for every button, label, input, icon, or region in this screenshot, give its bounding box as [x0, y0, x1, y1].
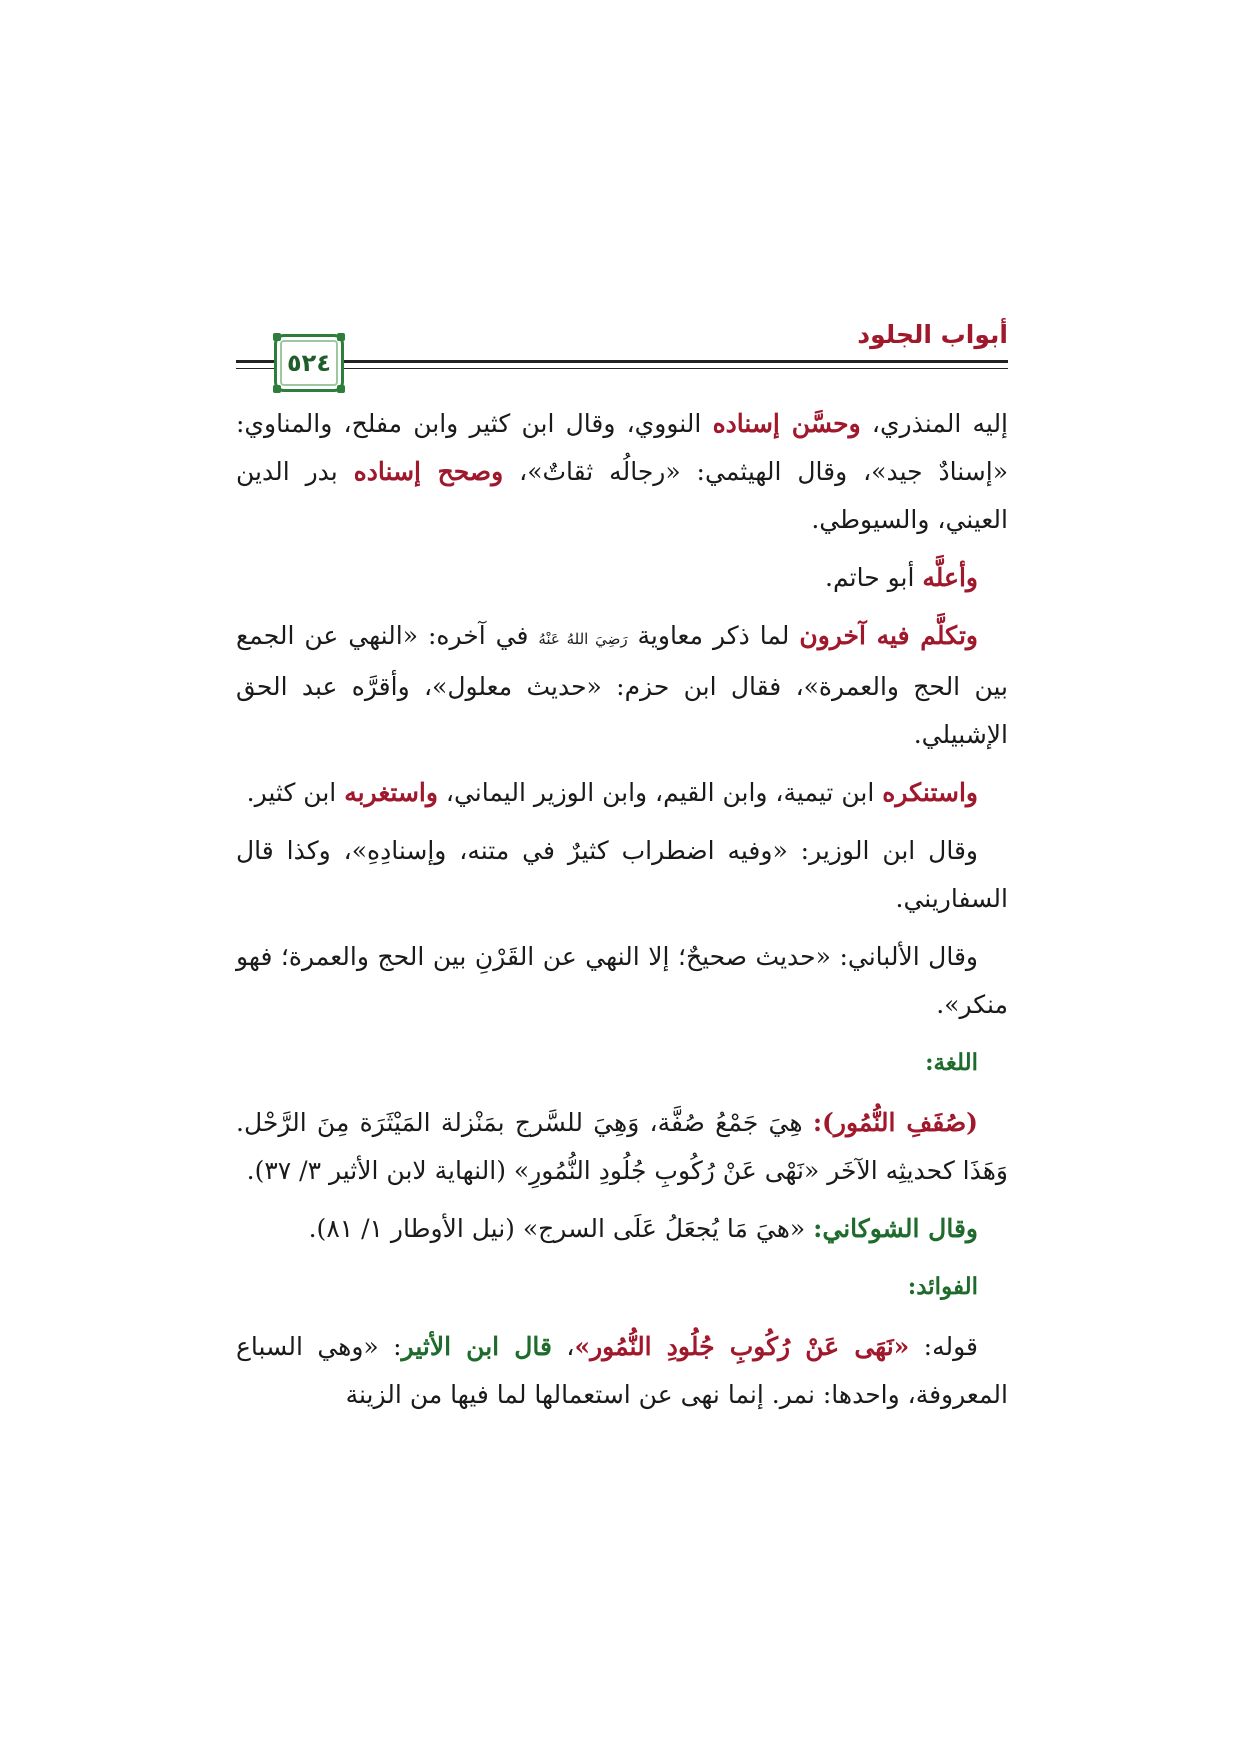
text: إليه المنذري، [860, 409, 1009, 438]
highlight-term: وأعلَّه [922, 563, 978, 592]
page-number-badge [274, 334, 344, 392]
highlight-term: واستغربه [344, 778, 438, 807]
highlight-term: وقال الشوكاني: [813, 1214, 978, 1243]
highlight-term: واستنكره [882, 778, 978, 807]
highlight-term: وصحح إسناده [353, 457, 504, 486]
section-heading-benefits: الفوائد: [907, 1273, 978, 1300]
paragraph-1 [236, 400, 1008, 544]
text: ، [551, 1332, 575, 1361]
text: وقال ابن الوزير: «وفيه اضطراب كثيرٌ في متنه، وإسنادِهِ»، وكذا قال السفاريني. [236, 836, 1008, 913]
paragraph-4 [236, 769, 1008, 817]
text: أبو حاتم. [825, 563, 923, 592]
highlight-term: وتكلَّم فيه آخرون [799, 621, 978, 650]
header-rule-thick [236, 360, 1008, 363]
header-rule-thin [236, 368, 1008, 369]
paragraph-3 [236, 612, 1008, 759]
paragraph-6 [236, 933, 1008, 1029]
text: النووي، وقال ابن كثير وابن مفلح، والمناوي: «إسنادٌ جيد»، وقال الهيثمي: «رجالُه ثقاتٌ»، [236, 409, 1008, 486]
text: بدر الدين العيني، والسيوطي. [236, 457, 1008, 534]
highlight-term: «نَهَى عَنْ رُكُوبِ جُلُودِ النُّمُور» [574, 1332, 910, 1361]
section-heading-language: اللغة: [925, 1049, 978, 1076]
page-header [236, 316, 1008, 384]
page-body [236, 400, 1008, 1429]
text: وقال الألباني: «حديث صحيحٌ؛ إلا النهي عن القَرْنِ بين الحج والعمرة؛ فهو منكر». [236, 942, 1008, 1019]
running-title: أبواب الجلود [857, 320, 1008, 349]
text: هِيَ جَمْعُ صُفَّة، وَهِيَ للسَّرج بمَنْزلة المَيْثَرَة مِنَ الرَّحْل. وَهَذَا كحديثِه الآخَر «نَهْى عَنْ رُكُوبِ جُلُودِ النُّمُورِ» (النهاية لابن الأثير ٣/ ٣٧). [236, 1108, 1008, 1185]
honorific-glyph: رَضِيَ اللهُ عَنْهُ [538, 630, 628, 648]
text: «هيَ مَا يُجعَلُ عَلَى السرج» (نيل الأوطار ١/ ٨١). [308, 1214, 814, 1243]
paragraph-7 [236, 1099, 1008, 1195]
highlight-term: قال ابن الأثير [401, 1332, 552, 1361]
paragraph-5 [236, 827, 1008, 923]
text: ابن تيمية، وابن القيم، وابن الوزير اليماني، [437, 778, 883, 807]
text: في آخره: «النهي عن الجمع بين الحج والعمرة»، فقال ابن حزم: «حديث معلول»، وأقرَّه عبد الحق الإشبيلي. [236, 621, 1008, 749]
ornament-corner [273, 385, 281, 393]
highlight-term: وحسَّن إسناده [712, 409, 861, 438]
text: لما ذكر معاوية [627, 621, 800, 650]
highlight-term: (صُفَفِ النُّمُور): [812, 1108, 979, 1137]
text: قوله: [909, 1332, 978, 1361]
text: : «وهي السباع المعروفة، واحدها: نمر. إنما نهى عن استعمالها لما فيها من الزينة [236, 1332, 1008, 1409]
paragraph-2 [236, 554, 1008, 602]
paragraph-9 [236, 1323, 1008, 1419]
page-number: ٥٢٤ [287, 349, 331, 377]
ornament-corner [273, 333, 281, 341]
text: ابن كثير. [246, 778, 345, 807]
ornament-corner [337, 333, 345, 341]
ornament-corner [337, 385, 345, 393]
paragraph-8 [236, 1205, 1008, 1253]
